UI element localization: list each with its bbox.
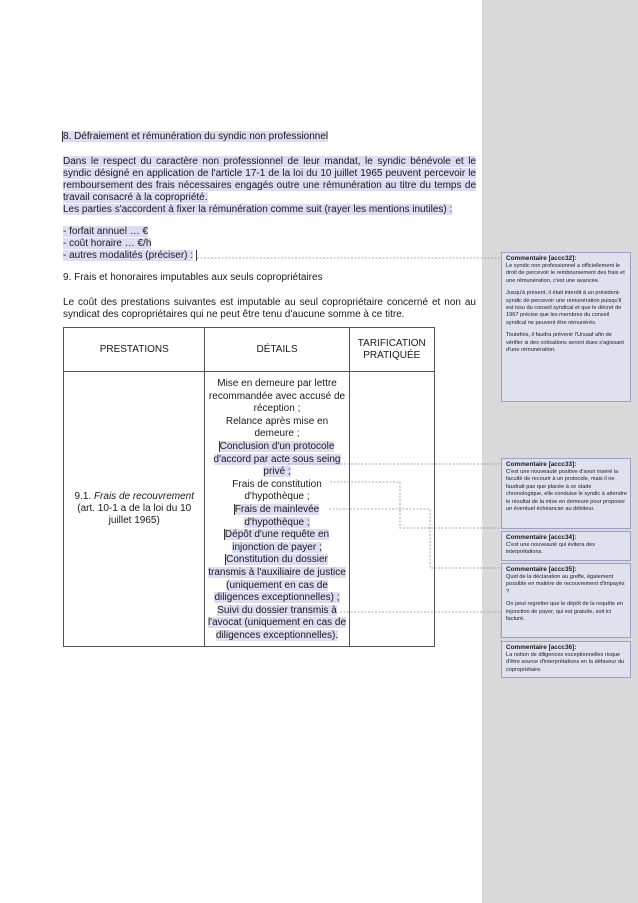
detail-protocole: Conclusion d'un protocole d'accord par acte sous seing privé ; bbox=[213, 440, 341, 478]
detail-injonction: Dépôt d'une requête en injonction de payer ; bbox=[224, 529, 330, 553]
header-prestations: PRESTATIONS bbox=[64, 328, 205, 372]
section-9-heading: 9. Frais et honoraires imputables aux seuls copropriétaires bbox=[63, 272, 323, 283]
prestation-reference: (art. 10-1 a de la loi du 10 juillet 1965) bbox=[77, 503, 192, 527]
comment-title: Commentaire [accc33]: bbox=[506, 461, 577, 468]
header-tarification: TARIFICATION PRATIQUÉE bbox=[349, 328, 434, 372]
detail-constitution: Constitution du dossier transmis à l'auxiliaire de justice (uniquement en cas de diligences exceptionnelles) ; bbox=[208, 554, 346, 604]
comment-accc32[interactable] bbox=[501, 252, 631, 402]
option-autres: - autres modalités (préciser) : bbox=[63, 250, 194, 262]
comment-title: Commentaire [accc32]: bbox=[506, 255, 577, 262]
comment-text: La notion de diligences exceptionnelles risque d'être source d'interprétations en la défaveur du copropriétaire. bbox=[506, 652, 625, 673]
detail-item bbox=[207, 605, 346, 643]
detail-suivi: Suivi du dossier transmis à l'avocat (uniquement en cas de diligences exceptionnelles). bbox=[207, 604, 347, 641]
para-line: travail consacré à la copropriété. bbox=[63, 192, 208, 203]
detail-item bbox=[207, 529, 346, 554]
detail-item: Relance après mise en demeure ; bbox=[225, 415, 329, 440]
comment-accc35[interactable] bbox=[501, 563, 631, 638]
detail-item: Frais de constitution d'hypothèque ; bbox=[232, 478, 322, 503]
para-line: Dans le respect du caractère non professionnel de leur mandat, le syndic bénévole et le bbox=[63, 156, 476, 167]
prestation-cell bbox=[64, 372, 205, 647]
text-cursor bbox=[196, 250, 197, 261]
comment-text: Jusqu'à présent, il était interdit à un président-syndic de percevoir une rémunération puisqu'il est issu du conseil syndical et que le décret de 1967 précise que les membres du conseil syndical ne peuvent être rémunérés. bbox=[506, 290, 622, 326]
detail-item bbox=[207, 504, 346, 529]
section-8-paragraph bbox=[63, 156, 476, 216]
para-line: Les parties s'accordent à fixer la rémunération comme suit (rayer les mentions inutiles) : bbox=[63, 204, 453, 215]
prestation-number: 9.1. bbox=[74, 491, 92, 503]
comment-text: Toutefois, il faudra prévenir l'Ursaaf afin de vérifier si des cotisations seront dues s'agissant d'une rémunération. bbox=[506, 332, 624, 354]
header-details: DÉTAILS bbox=[205, 328, 349, 372]
para-line: Le coût des prestations suivantes est imputable au seul copropriétaire concerné et non au bbox=[63, 297, 476, 308]
detail-mainlevee: Frais de mainlevée d'hypothèque ; bbox=[234, 503, 320, 528]
comment-text: Quid de la déclaration au greffe, également possible en matière de recouvrement d'impayés ? bbox=[506, 574, 625, 595]
comment-accc34[interactable] bbox=[501, 531, 631, 561]
comment-text: On peut regretter que le dépôt de la requête en injonction de payer, qui est gratuite, soit ici facturé. bbox=[506, 601, 623, 623]
table-row bbox=[64, 372, 435, 647]
comment-title: Commentaire [accc36]: bbox=[506, 644, 577, 651]
remuneration-options bbox=[63, 226, 476, 262]
comment-accc36[interactable] bbox=[501, 641, 631, 678]
section-9-paragraph bbox=[63, 297, 476, 321]
option-forfait: - forfait annuel … € bbox=[63, 226, 149, 237]
para-line: syndic désigné en application de l'article 17-1 de la loi du 10 juillet 1965 peuvent percevoir le bbox=[63, 168, 476, 179]
tarification-table bbox=[63, 327, 435, 647]
comment-text: Le syndic non professionnel a officiellement le droit de percevoir le remboursement des frais et une rémunération, c'est une avancée. bbox=[506, 263, 625, 284]
section-8-heading-text: 8. Défraiement et rémunération du syndic non professionnel bbox=[63, 131, 329, 142]
para-line: remboursement des frais nécessaires engagés outre une rémunération au titre du temps de bbox=[63, 180, 476, 191]
comment-title: Commentaire [accc34]: bbox=[506, 534, 577, 541]
detail-item bbox=[207, 554, 346, 604]
option-horaire: - coût horaire … €/h bbox=[63, 238, 152, 249]
tarif-cell[interactable] bbox=[349, 372, 434, 647]
details-cell bbox=[205, 372, 349, 647]
comment-title: Commentaire [accc35]: bbox=[506, 566, 577, 573]
comment-text: C'est une nouveauté positive d'avoir inséré la faculté de recourir à un protocole, mais il ne faudrait pas que placée à ce stade chronologique, elle conduise le syndic à attendre le résultat de la mise en demeure pour proposer un éventuel échéancier au débiteur. bbox=[506, 469, 627, 513]
table-header-row bbox=[64, 328, 435, 372]
comment-accc33[interactable] bbox=[501, 458, 631, 529]
comments-margin bbox=[482, 0, 638, 903]
prestation-title: Frais de recouvrement bbox=[93, 491, 194, 503]
comment-text: C'est une nouveauté qui évitera des interprétations. bbox=[506, 542, 596, 556]
para-line: syndicat des copropriétaires qui ne peut être tenu d'aucune somme à ce titre. bbox=[63, 309, 405, 320]
detail-item: Mise en demeure par lettre recommandée avec accusé de réception ; bbox=[208, 378, 346, 415]
detail-item bbox=[207, 441, 346, 479]
section-8-heading bbox=[63, 131, 475, 143]
